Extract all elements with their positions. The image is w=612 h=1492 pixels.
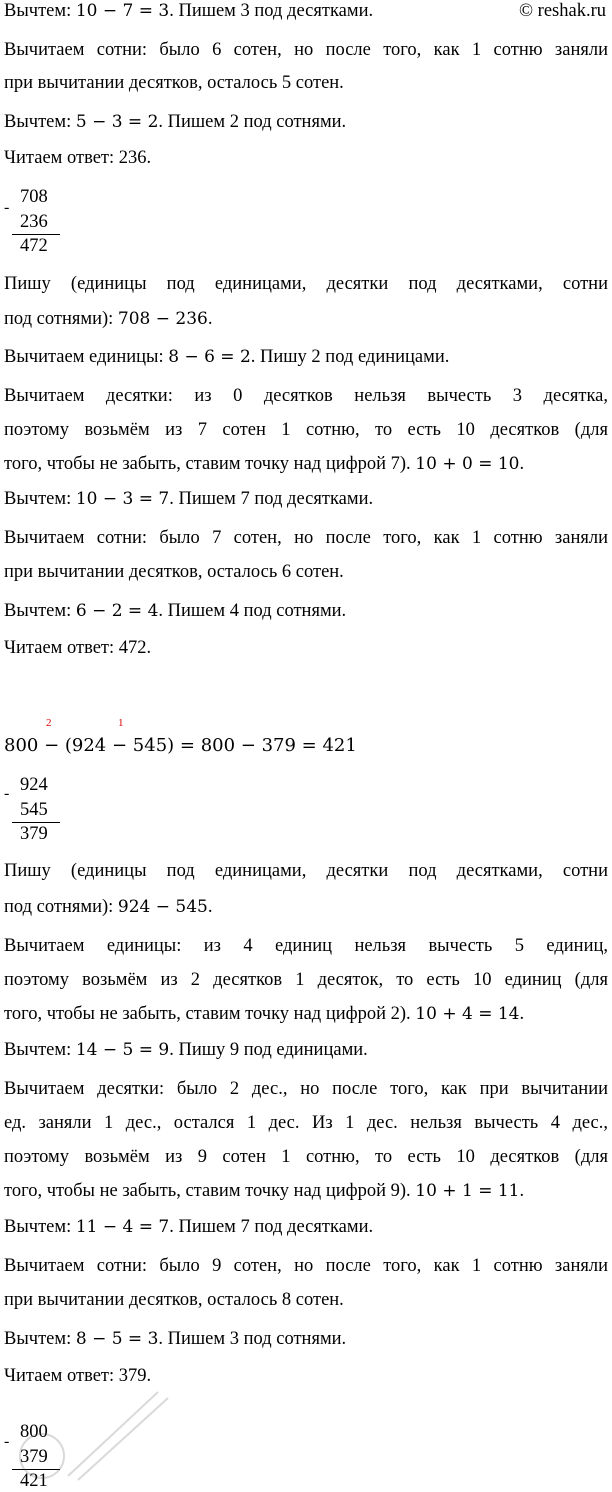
text-line: Вычтем: 5 − 3 = 2. Пишем 2 под сотнями. (4, 112, 347, 132)
text-line: Вычтем: 8 − 5 = 3. Пишем 3 под сотнями. (4, 1329, 347, 1349)
minuend: 708 (20, 187, 48, 207)
text-line: Вычитаем десятки: из 0 десятков нельзя вычесть 3 десятка, (4, 386, 608, 406)
text-line: при вычитании десятков, осталось 6 сотен. (4, 562, 344, 582)
text-line: Вычтем: 10 − 7 = 3. Пишем 3 под десятками. (4, 1, 374, 21)
minuend: 924 (20, 775, 48, 795)
subtrahend: 236 (20, 212, 48, 232)
text-line: при вычитании десятков, осталось 8 сотен. (4, 1290, 344, 1310)
text-line: Вычитаем единицы: 8 − 6 = 2. Пишу 2 под единицами. (4, 347, 450, 367)
subtrahend: 379 (20, 1447, 48, 1467)
watermark: © reshak.ru (519, 1, 606, 21)
text-line: Вычтем: 11 − 4 = 7. Пишем 7 под десятками. (4, 1217, 374, 1237)
order-mark: 1 (118, 717, 124, 729)
text-line: Вычитаем сотни: было 6 сотен, но после того, как 1 сотню заняли (4, 40, 608, 60)
subtrahend: 545 (20, 800, 48, 820)
text-line: Пишу (единицы под единицами, десятки под десятками, сотни (4, 274, 608, 294)
text-line: Вычитаем единицы: из 4 единиц нельзя вычесть 5 единиц, (4, 936, 608, 956)
text-line: Вычтем: 10 − 3 = 7. Пишем 7 под десятками. (4, 489, 374, 509)
text-line: Вычитаем сотни: было 7 сотен, но после того, как 1 сотню заняли (4, 528, 608, 548)
difference: 421 (20, 1471, 48, 1491)
text-line: того, чтобы не забыть, ставим точку над цифрой 7). 10 + 0 = 10. (4, 454, 525, 474)
difference: 472 (20, 236, 48, 256)
text-line: ед. заняли 1 дес., остался 1 дес. Из 1 дес. нельзя вычесть 4 дес., (4, 1113, 608, 1133)
answer-line: Читаем ответ: 236. (4, 148, 152, 168)
text-line: поэтому возьмём из 2 десятков 1 десяток, то есть 10 единиц (для (4, 970, 608, 990)
text-line: поэтому возьмём из 9 сотен 1 сотню, то есть 10 десятков (для (4, 1147, 608, 1167)
text-line: Вычитаем десятки: было 2 дес., но после того, как при вычитании (4, 1079, 608, 1099)
text-line: под сотнями): 708 − 236. (4, 309, 213, 329)
difference: 379 (20, 824, 48, 844)
text-line: того, чтобы не забыть, ставим точку над цифрой 9). 10 + 1 = 11. (4, 1181, 525, 1201)
expression: 800 − (924 − 545) = 800 − 379 = 421 (4, 735, 357, 756)
text-line: Пишу (единицы под единицами, десятки под десятками, сотни (4, 861, 608, 881)
text-line: того, чтобы не забыть, ставим точку над цифрой 2). 10 + 4 = 14. (4, 1004, 525, 1024)
text-line: Вычтем: 6 − 2 = 4. Пишем 4 под сотнями. (4, 601, 347, 621)
text-line: поэтому возьмём из 7 сотен 1 сотню, то есть 10 десятков (для (4, 420, 608, 440)
order-mark: 2 (46, 717, 52, 729)
text-line: под сотнями): 924 − 545. (4, 897, 213, 917)
minus-sign: - (4, 1433, 10, 1450)
answer-line: Читаем ответ: 379. (4, 1366, 152, 1386)
minus-sign: - (4, 199, 10, 216)
minus-sign: - (4, 785, 10, 802)
answer-line: Читаем ответ: 472. (4, 638, 152, 658)
watermark-logo-icon (8, 1380, 178, 1492)
minuend: 800 (20, 1422, 48, 1442)
text-line: Вычтем: 14 − 5 = 9. Пишу 9 под единицами. (4, 1040, 368, 1060)
text-line: Вычитаем сотни: было 9 сотен, но после того, как 1 сотню заняли (4, 1256, 608, 1276)
text-line: при вычитании десятков, осталось 5 сотен. (4, 73, 344, 93)
